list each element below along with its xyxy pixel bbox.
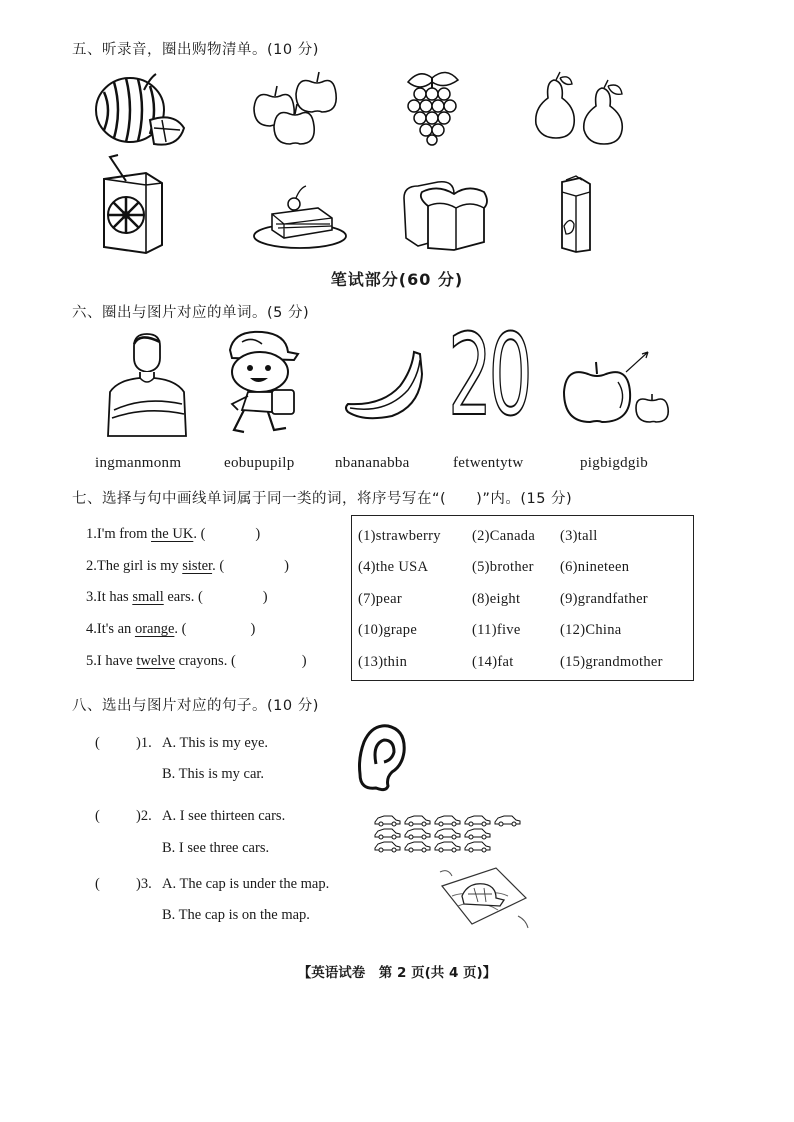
cars-icon xyxy=(374,814,526,854)
sentence-3: 3.It has small ears. ( ) xyxy=(86,589,268,605)
word-option[interactable]: pigbigdgib xyxy=(580,455,649,471)
q1-paren[interactable]: ( xyxy=(95,735,100,751)
sentence-2: 2.The girl is my sister. ( ) xyxy=(86,558,290,574)
number-twenty-picture: 20 xyxy=(448,311,529,441)
cap-on-map-icon xyxy=(438,866,530,932)
page-footer: 【英语试卷 第 2 页(共 4 页)】 xyxy=(297,965,497,981)
ear-icon xyxy=(356,722,408,794)
option-item: (9)grandfather xyxy=(560,591,648,607)
q1-option-b: B. This is my car. xyxy=(162,766,265,782)
sentence-5: 5.I have twelve crayons. ( ) xyxy=(86,653,307,669)
section5-title: 五、听录音，圈出购物清单。(10 分) xyxy=(72,42,319,58)
section7-title: 七、选择与句中画线单词属于同一类的词，将序号写在“( )”内。(15 分) xyxy=(72,491,573,507)
grapes-icon xyxy=(398,68,470,146)
q2-number: )2. xyxy=(136,808,152,824)
option-item: (2)Canada xyxy=(472,528,536,544)
option-item: (8)eight xyxy=(472,591,521,607)
word-option[interactable]: ingmanmonm xyxy=(95,455,182,471)
written-part-title: 笔试部分(60 分) xyxy=(330,270,464,289)
options-box xyxy=(351,515,694,681)
q3-number: )3. xyxy=(136,876,152,892)
section6-title: 六、圈出与图片对应的单词。(5 分) xyxy=(72,305,310,321)
underlined-word: sister xyxy=(182,558,213,574)
word-option[interactable]: nbananabba xyxy=(335,455,410,471)
option-item: (13)thin xyxy=(358,654,408,670)
bread-icon xyxy=(398,178,490,254)
juice-box-icon xyxy=(96,155,168,255)
q2-option-b: B. I see three cars. xyxy=(162,840,270,856)
pears-icon xyxy=(530,72,634,148)
cake-icon xyxy=(250,180,350,252)
apples-icon xyxy=(250,70,350,148)
q2-paren[interactable]: ( xyxy=(95,808,100,824)
option-item: (6)nineteen xyxy=(560,559,630,575)
q1-number: )1. xyxy=(136,735,152,751)
watermelon-icon xyxy=(92,72,188,150)
option-item: (15)grandmother xyxy=(560,654,663,670)
option-item: (11)five xyxy=(472,622,521,638)
big-small-apples-icon xyxy=(560,350,676,432)
option-item: (14)fat xyxy=(472,654,514,670)
pupil-icon xyxy=(222,330,302,436)
option-item: (7)pear xyxy=(358,591,402,607)
option-item: (12)China xyxy=(560,622,622,638)
q3-option-b: B. The cap is on the map. xyxy=(162,907,310,923)
section8-title: 八、选出与图片对应的句子。(10 分) xyxy=(72,698,319,714)
option-item: (5)brother xyxy=(472,559,534,575)
milk-carton-icon xyxy=(556,176,596,254)
option-item: (4)the USA xyxy=(358,559,429,575)
man-icon xyxy=(104,332,190,436)
option-item: (1)strawberry xyxy=(358,528,441,544)
underlined-word: orange xyxy=(134,621,175,637)
word-option[interactable]: fetwentytw xyxy=(453,455,524,471)
sentence-1: 1.I'm from the UK. ( ) xyxy=(86,526,261,542)
q3-paren[interactable]: ( xyxy=(95,876,100,892)
option-item: (3)tall xyxy=(560,528,598,544)
banana-icon xyxy=(342,350,432,422)
underlined-word: small xyxy=(132,589,164,605)
sentence-4: 4.It's an orange. ( ) xyxy=(86,621,256,637)
q2-option-a: A. I see thirteen cars. xyxy=(162,808,286,824)
underlined-word: the UK xyxy=(151,526,194,542)
q1-option-a: A. This is my eye. xyxy=(162,735,269,751)
word-option[interactable]: eobupupilp xyxy=(224,455,295,471)
underlined-word: twelve xyxy=(136,653,175,669)
q3-option-a: A. The cap is under the map. xyxy=(162,876,330,892)
option-item: (10)grape xyxy=(358,622,418,638)
